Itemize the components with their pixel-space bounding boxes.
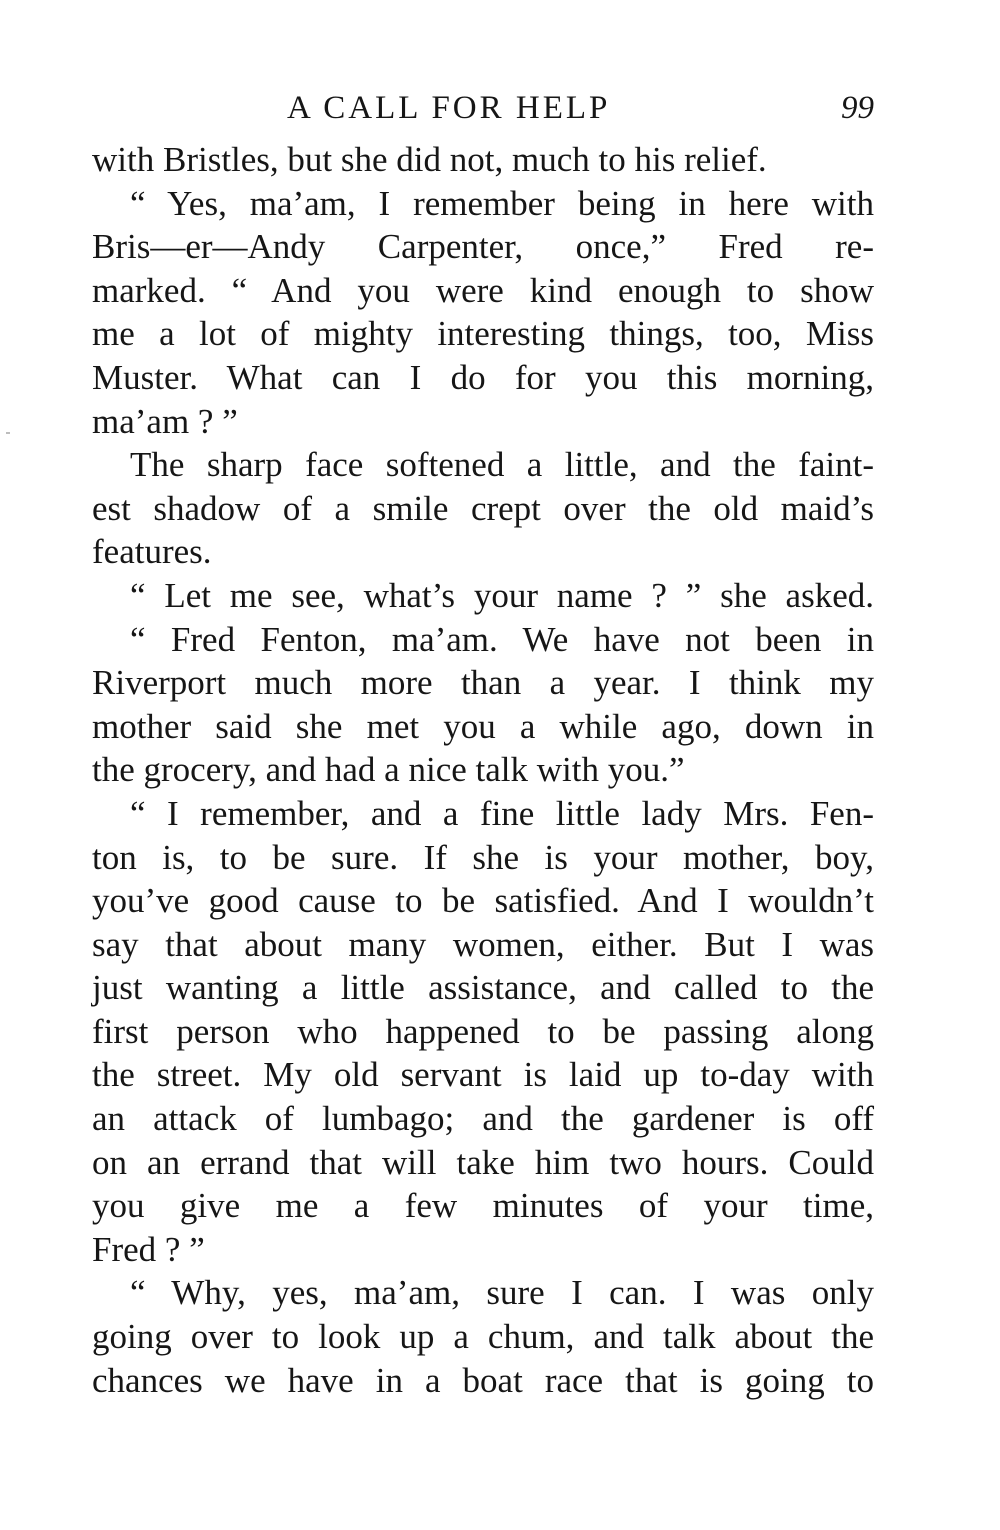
text-line: going over to look up a chum, and talk about the (92, 1317, 874, 1357)
body-text (92, 138, 874, 1402)
text-line: just wanting a little assistance, and called to the (92, 968, 874, 1008)
scan-speck (6, 432, 10, 434)
text-line: with Bristles, but she did not, much to his relief. (92, 140, 767, 179)
text-line: on an errand that will take him two hours. Could (92, 1142, 874, 1182)
text-line: mother said she met you a while ago, down in (92, 706, 874, 746)
text-line: ma’am ? ” (92, 401, 238, 441)
text-line: me a lot of mighty interesting things, too, Miss (92, 314, 874, 354)
text-line: “ Let me see, what’s your name ? ” she asked. (130, 575, 874, 615)
book-page (92, 80, 874, 1402)
text-line: the street. My old servant is laid up to-day with (92, 1055, 874, 1095)
text-line: ton is, to be sure. If she is your mother, boy, (92, 837, 874, 877)
page-number: 99 (841, 90, 874, 126)
text-line: the grocery, and had a nice talk with you.” (92, 750, 685, 790)
text-line: Bris—er—Andy Carpenter, once,” Fred re- (92, 227, 874, 267)
text-line: Muster. What can I do for you this morning, (92, 357, 874, 397)
text-line: Fred ? ” (92, 1229, 205, 1269)
text-line: an attack of lumbago; and the gardener is off (92, 1099, 874, 1139)
text-line: The sharp face softened a little, and the faint- (130, 445, 874, 485)
text-line: you’ve good cause to be satisfied. And I wouldn’t (92, 881, 874, 921)
text-line: first person who happened to be passing along (92, 1011, 874, 1051)
text-line: marked. “ And you were kind enough to show (92, 270, 874, 310)
text-line: “ I remember, and a fine little lady Mrs. Fen- (130, 793, 874, 833)
running-title: A CALL FOR HELP (287, 90, 611, 126)
running-head (92, 80, 874, 136)
text-line: chances we have in a boat race that is going to (92, 1360, 874, 1400)
text-line: features. (92, 532, 212, 572)
text-line: you give me a few minutes of your time, (92, 1186, 874, 1226)
text-line: Riverport much more than a year. I think my (92, 663, 874, 703)
text-line: est shadow of a smile crept over the old maid’s (92, 488, 874, 528)
text-line: “ Fred Fenton, ma’am. We have not been in (130, 619, 874, 659)
text-line: “ Yes, ma’am, I remember being in here with (130, 183, 874, 223)
text-line: “ Why, yes, ma’am, sure I can. I was only (130, 1273, 874, 1313)
text-line: say that about many women, either. But I was (92, 924, 874, 964)
